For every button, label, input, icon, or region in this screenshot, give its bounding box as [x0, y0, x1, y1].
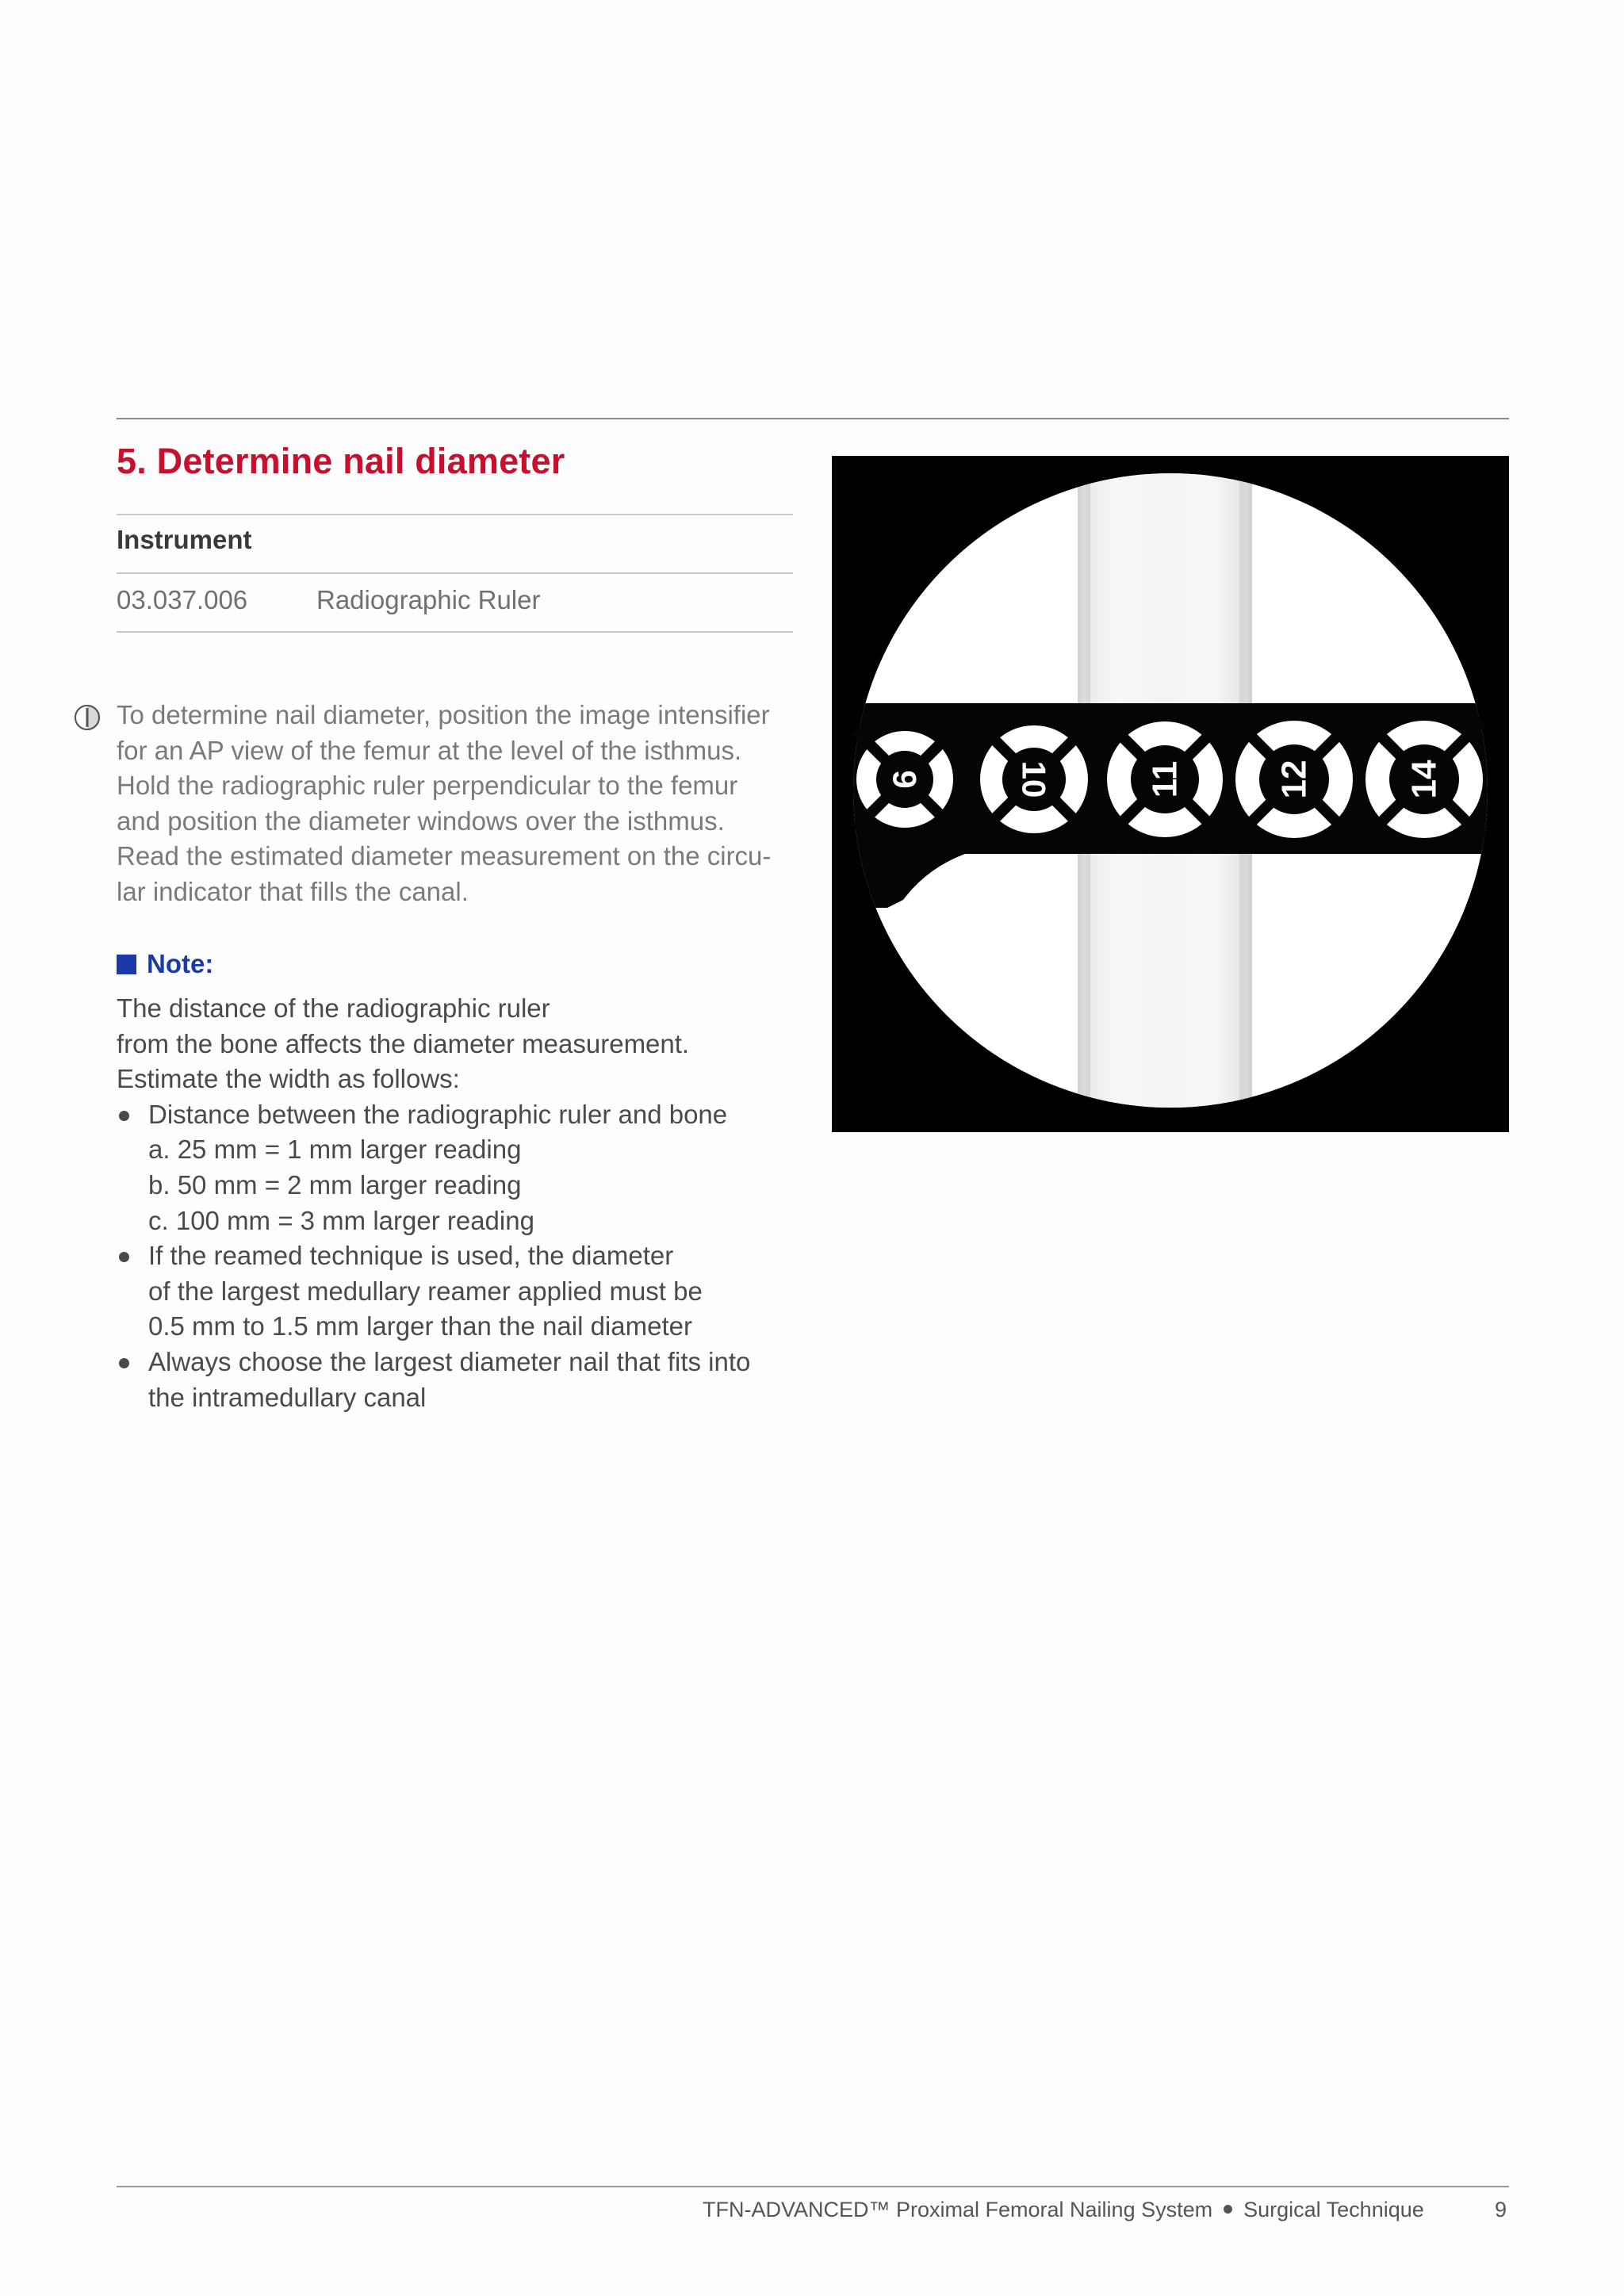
ruler-label: 14: [1404, 760, 1444, 799]
note-heading: [117, 949, 213, 979]
note-square-icon: [117, 955, 136, 974]
note-bullet-3-cont: the intramedullary canal: [148, 1382, 427, 1412]
note-bullet-2: If the reamed technique is used, the diameter: [117, 1238, 830, 1274]
note-intro-line: The distance of the radiographic ruler: [117, 993, 550, 1023]
ruler-label: 12: [1274, 760, 1314, 799]
top-rule: [117, 418, 1509, 419]
note-sub-item: c. 100 mm = 3 mm larger reading: [148, 1205, 534, 1235]
instructions-line: and position the diameter windows over the isthmus.: [117, 806, 725, 836]
footer-separator-dot: [1224, 2205, 1232, 2214]
instructions-line: Read the estimated diameter measurement on the circu-: [117, 841, 772, 871]
note-bullet-2-cont: of the largest medullary reamer applied must be: [148, 1276, 703, 1306]
note-intro-line: from the bone affects the diameter measurement.: [117, 1028, 690, 1058]
note-intro-line: Estimate the width as follows:: [117, 1064, 460, 1094]
ruler-window: [856, 730, 954, 828]
instructions-line: lar indicator that fills the canal.: [117, 876, 469, 906]
ruler-label: 9: [886, 770, 924, 789]
ruler-window: [1365, 721, 1483, 838]
note-sub-item: a. 25 mm = 1 mm larger reading: [148, 1135, 522, 1165]
xray-figure: [832, 456, 1509, 1132]
note-bullet-2-cont: 0.5 mm to 1.5 mm larger than the nail diameter: [148, 1311, 692, 1341]
ruler-label: 10: [1015, 760, 1053, 798]
instrument-heading: Instrument: [117, 525, 252, 554]
footer-title: [703, 2198, 1424, 2222]
instrument-table-rule-top: [117, 514, 793, 515]
instrument-table-rule-mid: [117, 572, 793, 574]
note-bullet-1: Distance between the radiographic ruler and bone: [117, 1097, 830, 1133]
ruler-window: [1107, 721, 1223, 837]
note-heading-label: Note:: [147, 949, 214, 978]
ruler-window: [1235, 721, 1353, 838]
instructions-line: for an AP view of the femur at the level of the isthmus.: [117, 735, 742, 765]
instructions-text: [117, 698, 799, 910]
note-body: [117, 991, 830, 1415]
footer-rule: [117, 2186, 1509, 2187]
instructions-line: To determine nail diameter, position the image intensifier: [117, 700, 770, 729]
note-bullet-3: Always choose the largest diameter nail that fits into: [117, 1345, 830, 1380]
ruler-window: [980, 725, 1088, 833]
instrument-name: Radiographic Ruler: [316, 585, 541, 614]
info-icon: [74, 704, 101, 731]
instrument-code: 03.037.006: [117, 585, 248, 614]
page-number: 9: [1495, 2198, 1507, 2221]
instrument-table-rule-bottom: [117, 631, 793, 633]
instructions-line: Hold the radiographic ruler perpendicular to the femur: [117, 771, 738, 801]
footer-product: TFN-ADVANCED™ Proximal Femoral Nailing System: [703, 2198, 1213, 2221]
footer-doc-type: Surgical Technique: [1243, 2198, 1424, 2221]
section-title: 5. Determine nail diameter: [117, 441, 565, 481]
note-sub-item: b. 50 mm = 2 mm larger reading: [148, 1169, 522, 1200]
ruler-label: 11: [1145, 760, 1185, 798]
